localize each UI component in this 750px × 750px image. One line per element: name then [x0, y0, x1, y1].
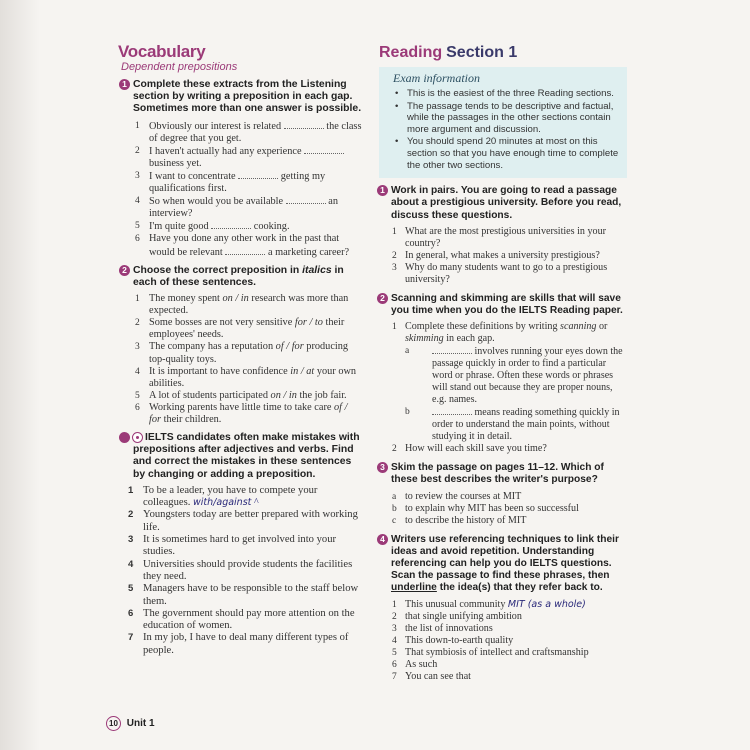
item-text: How will each skill save you time?	[405, 443, 547, 455]
reading-heading	[379, 44, 627, 62]
item-text-italic: scanning	[560, 321, 597, 333]
item-text: Complete these definitions by writing	[405, 321, 561, 333]
task-instruction: Complete these extracts from the Listening section by writing a preposition in each gap. Sometimes more than one answer is possible.	[133, 79, 362, 115]
vocab-task-3	[104, 432, 362, 481]
list-item	[104, 608, 362, 633]
list-item: • You should spend 20 minutes at most on this section so that you have enough time to complete the other two sections.	[395, 136, 621, 171]
vocab-task-1	[104, 79, 362, 116]
item-text: your own abilities.	[149, 365, 357, 389]
item-number: 5	[135, 221, 140, 232]
item-text: That symbiosis of intellect and craftsmanship	[405, 646, 589, 658]
reading-task-1	[377, 185, 627, 222]
item-text: You can see that	[405, 670, 471, 682]
item-number: 6	[128, 607, 134, 619]
item-text: Obviously our interest is related	[149, 120, 282, 132]
item-number: 2	[392, 250, 397, 261]
reading-task-4-items	[377, 599, 627, 683]
vocab-task-2	[104, 265, 362, 289]
list-item	[104, 145, 362, 170]
handwritten-answer: with/against	[193, 497, 252, 509]
item-text: the class of degree that you get.	[149, 120, 362, 144]
task-number-badge: 2	[119, 265, 130, 276]
item-text: an interview?	[149, 196, 338, 220]
item-text: I want to concentrate	[149, 170, 236, 182]
item-number: 6	[392, 659, 397, 670]
list-item	[377, 599, 627, 611]
list-item	[104, 559, 362, 584]
task-instruction: Writers use referencing techniques to link their ideas and avoid repetition. Understanding referencing can help you do IELTS questions. Scan the passage to find these phrases, then	[391, 533, 619, 582]
item-text: getting my qualifications first.	[149, 170, 326, 195]
reading-column	[377, 44, 627, 683]
task-number-badge: 2	[377, 293, 388, 304]
list-item: • The passage tends to be descriptive and factual, while the passages in the other sections contain more argument and discussion.	[395, 101, 621, 136]
item-number: 5	[128, 583, 134, 595]
task-instruction: Skim the passage on pages 11–12. Which of these best describes the writer's purpose?	[391, 462, 604, 486]
list-item	[377, 671, 627, 683]
item-text: producing top-quality toys.	[149, 341, 349, 365]
item-number: 1	[135, 120, 140, 131]
task-number-badge: 4	[377, 534, 388, 545]
vocabulary-subheading: Dependent prepositions	[121, 61, 238, 73]
item-text: I'm quite good	[149, 221, 209, 233]
item-number: 1	[392, 322, 397, 333]
list-item	[104, 170, 362, 195]
item-number: 1	[128, 484, 134, 496]
item-number: 6	[135, 402, 140, 413]
answer-gap[interactable]	[432, 345, 472, 354]
item-number: 5	[135, 390, 140, 401]
exam-information-title: Exam information	[393, 71, 480, 85]
item-text: research was more than expected.	[149, 293, 349, 317]
item-text: So when would you be available	[149, 196, 284, 208]
item-number: 1	[135, 294, 140, 305]
list-item	[104, 390, 362, 402]
task-instruction: in each of these sentences.	[133, 264, 344, 288]
list-item	[104, 509, 362, 534]
page-footer	[106, 716, 155, 731]
item-text: Universities should provide students the facilities they need.	[143, 558, 353, 582]
unit-label: Unit 1	[126, 718, 155, 729]
list-item	[377, 623, 627, 635]
option-item[interactable]	[377, 515, 627, 527]
item-text: to review the courses at MIT	[405, 490, 522, 502]
item-letter: a	[392, 491, 397, 502]
exam-tip-eye-icon	[132, 432, 143, 443]
item-text: As such	[405, 658, 438, 670]
list-item	[377, 635, 627, 647]
preposition-choice[interactable]: of / for	[149, 401, 348, 425]
reading-task-1-items	[377, 226, 627, 286]
task-number-badge: 1	[119, 79, 130, 90]
preposition-choice[interactable]: for / to	[294, 317, 323, 329]
reading-task-3-options	[377, 491, 627, 527]
exam-information-list	[395, 88, 621, 171]
answer-gap[interactable]	[211, 220, 251, 229]
task-number-badge: 3	[377, 462, 388, 473]
item-letter: a	[405, 346, 410, 357]
item-letter: b	[405, 407, 410, 418]
task-instruction: Work in pairs. You are going to read a passage about a prestigious university. Before you read, discuss these questions.	[391, 185, 622, 221]
list-item	[104, 485, 362, 510]
list-item	[377, 226, 627, 250]
answer-gap[interactable]	[432, 406, 472, 415]
list-item	[104, 293, 362, 317]
item-number: 4	[392, 635, 397, 646]
list-item	[104, 220, 362, 233]
item-number: 5	[392, 647, 397, 658]
item-text-italic: skimming	[405, 333, 444, 345]
preposition-choice[interactable]: in / at	[290, 365, 315, 377]
item-text: to describe the history of MIT	[405, 514, 527, 526]
preposition-choice[interactable]: of / for	[275, 341, 304, 353]
reading-task-3	[377, 462, 627, 486]
item-number: 4	[135, 196, 140, 207]
vocabulary-column	[104, 42, 362, 657]
item-number: 2	[392, 444, 397, 455]
item-text: the job fair.	[296, 389, 347, 401]
item-text: Working parents have little time to take care	[149, 401, 335, 413]
reading-task-2-items	[377, 321, 627, 455]
task-instruction: Choose the correct preposition in	[133, 264, 303, 276]
item-text: It is important to have confidence	[149, 365, 291, 377]
item-number: 3	[392, 262, 397, 273]
item-letter: c	[392, 515, 397, 526]
item-text: involves running your eyes down the passage quickly in order to find a particular word or phrase. Often these words or phrases will stand out because they are proper nouns, e.g. names.	[432, 346, 623, 406]
preposition-choice[interactable]: on / in	[270, 389, 297, 401]
item-text: the list of innovations	[405, 622, 493, 634]
list-item	[104, 402, 362, 426]
reading-task-4	[377, 534, 627, 595]
item-text: A lot of students participated	[149, 389, 271, 401]
item-text: their children.	[161, 413, 222, 425]
vocab-task-3-items	[104, 485, 362, 657]
item-number: 2	[135, 145, 140, 156]
item-text: I haven't actually had any experience	[149, 145, 302, 157]
list-item	[104, 317, 362, 341]
item-text: to explain why MIT has been so successful	[405, 502, 579, 514]
item-text: means reading something quickly in order to understand the main points, without studying it in detail.	[432, 407, 620, 443]
list-item	[104, 366, 362, 390]
vocab-task-1-items	[104, 120, 362, 259]
item-text: cooking.	[253, 221, 290, 233]
vocabulary-heading: Vocabulary	[118, 42, 206, 61]
item-text: The money spent	[149, 293, 223, 305]
item-text: that single unifying ambition	[405, 610, 522, 622]
item-number: 2	[128, 509, 134, 521]
exam-information-box	[379, 67, 627, 178]
item-text: or	[596, 321, 608, 333]
item-text: Some bosses are not very sensitive	[149, 317, 295, 329]
list-item	[377, 262, 627, 286]
item-text: This unusual community	[405, 598, 506, 610]
insertion-caret-icon: ^	[254, 497, 259, 509]
list-item: • This is the easiest of the three Reading sections.	[395, 88, 621, 100]
item-text: This down-to-earth quality	[405, 634, 514, 646]
definition-item	[405, 345, 627, 406]
item-letter: b	[392, 503, 397, 514]
task-instruction-italic: italics	[302, 264, 332, 276]
item-number: 1	[392, 226, 397, 237]
page-number: 10	[106, 716, 121, 731]
task-instruction: Scanning and skimming are skills that will save you time when you do the IELTS Reading paper.	[391, 292, 623, 316]
list-item	[104, 195, 362, 220]
item-text: in each gap.	[443, 333, 495, 345]
handwritten-answer: MIT (as a whole)	[507, 598, 586, 610]
list-item	[104, 583, 362, 608]
list-item	[377, 250, 627, 262]
item-text: Youngsters today are better prepared with working life.	[143, 509, 358, 533]
item-number: 7	[392, 671, 397, 682]
item-text: It is sometimes hard to get involved into your studies.	[143, 534, 337, 558]
preposition-choice[interactable]: on / in	[222, 293, 249, 305]
task-instruction-underlined: underline	[391, 582, 437, 594]
item-text: In general, what makes a university prestigious?	[405, 249, 600, 261]
task-instruction: the idea(s) that they refer back to.	[436, 582, 603, 594]
reading-title: Reading	[379, 44, 443, 61]
list-item	[377, 659, 627, 671]
list-item	[377, 611, 627, 623]
reading-task-2	[377, 293, 627, 317]
item-number: 3	[128, 534, 134, 546]
task-number-badge	[119, 432, 130, 443]
item-number: 6	[135, 234, 140, 245]
item-number: 2	[135, 318, 140, 329]
list-item	[377, 443, 627, 455]
item-text: Have you done any other work in the past that would be relevant	[149, 233, 340, 258]
list-item	[377, 647, 627, 659]
task-instruction: IELTS candidates often make mistakes with prepositions after adjectives and verbs. Find and correct the mistakes in these sentences by changing or adding a preposition.	[133, 432, 360, 480]
option-item[interactable]	[377, 503, 627, 515]
definition-list	[405, 345, 627, 443]
answer-gap[interactable]	[238, 170, 278, 179]
item-text: In my job, I have to deal many different types of people.	[143, 632, 349, 656]
item-number: 1	[392, 599, 397, 610]
answer-gap[interactable]	[304, 145, 344, 154]
item-text: The company has a reputation	[149, 341, 276, 353]
option-item[interactable]	[377, 491, 627, 503]
item-number: 3	[135, 170, 140, 181]
item-number: 4	[135, 366, 140, 377]
item-text: business yet.	[149, 157, 202, 169]
item-text: What are the most prestigious universities in your country?	[405, 225, 606, 249]
item-number: 3	[392, 623, 397, 634]
page-gutter-shadow	[0, 0, 40, 750]
list-item	[104, 534, 362, 559]
task-number-badge: 1	[377, 185, 388, 196]
answer-gap[interactable]	[284, 120, 324, 129]
list-item	[377, 321, 627, 443]
item-text: a marketing career?	[267, 246, 350, 258]
section-label: Section 1	[446, 44, 518, 61]
item-text: Managers have to be responsible to the staff below them.	[143, 583, 359, 607]
list-item	[104, 632, 362, 657]
item-text: The government should pay more attention on the education of women.	[143, 607, 355, 632]
definition-item	[405, 406, 627, 443]
list-item	[104, 341, 362, 365]
item-number: 2	[392, 611, 397, 622]
item-text: their employees' needs.	[149, 317, 345, 341]
answer-gap[interactable]	[286, 195, 326, 204]
list-item	[104, 233, 362, 258]
item-number: 7	[128, 632, 134, 644]
item-text: To be a leader, you have to compete your colleagues.	[143, 484, 318, 509]
answer-gap[interactable]	[225, 246, 265, 255]
vocab-task-2-items	[104, 293, 362, 426]
list-item	[104, 120, 362, 145]
item-number: 4	[128, 558, 134, 570]
item-text: Why do many students want to go to a prestigious university?	[405, 261, 608, 285]
item-number: 3	[135, 342, 140, 353]
